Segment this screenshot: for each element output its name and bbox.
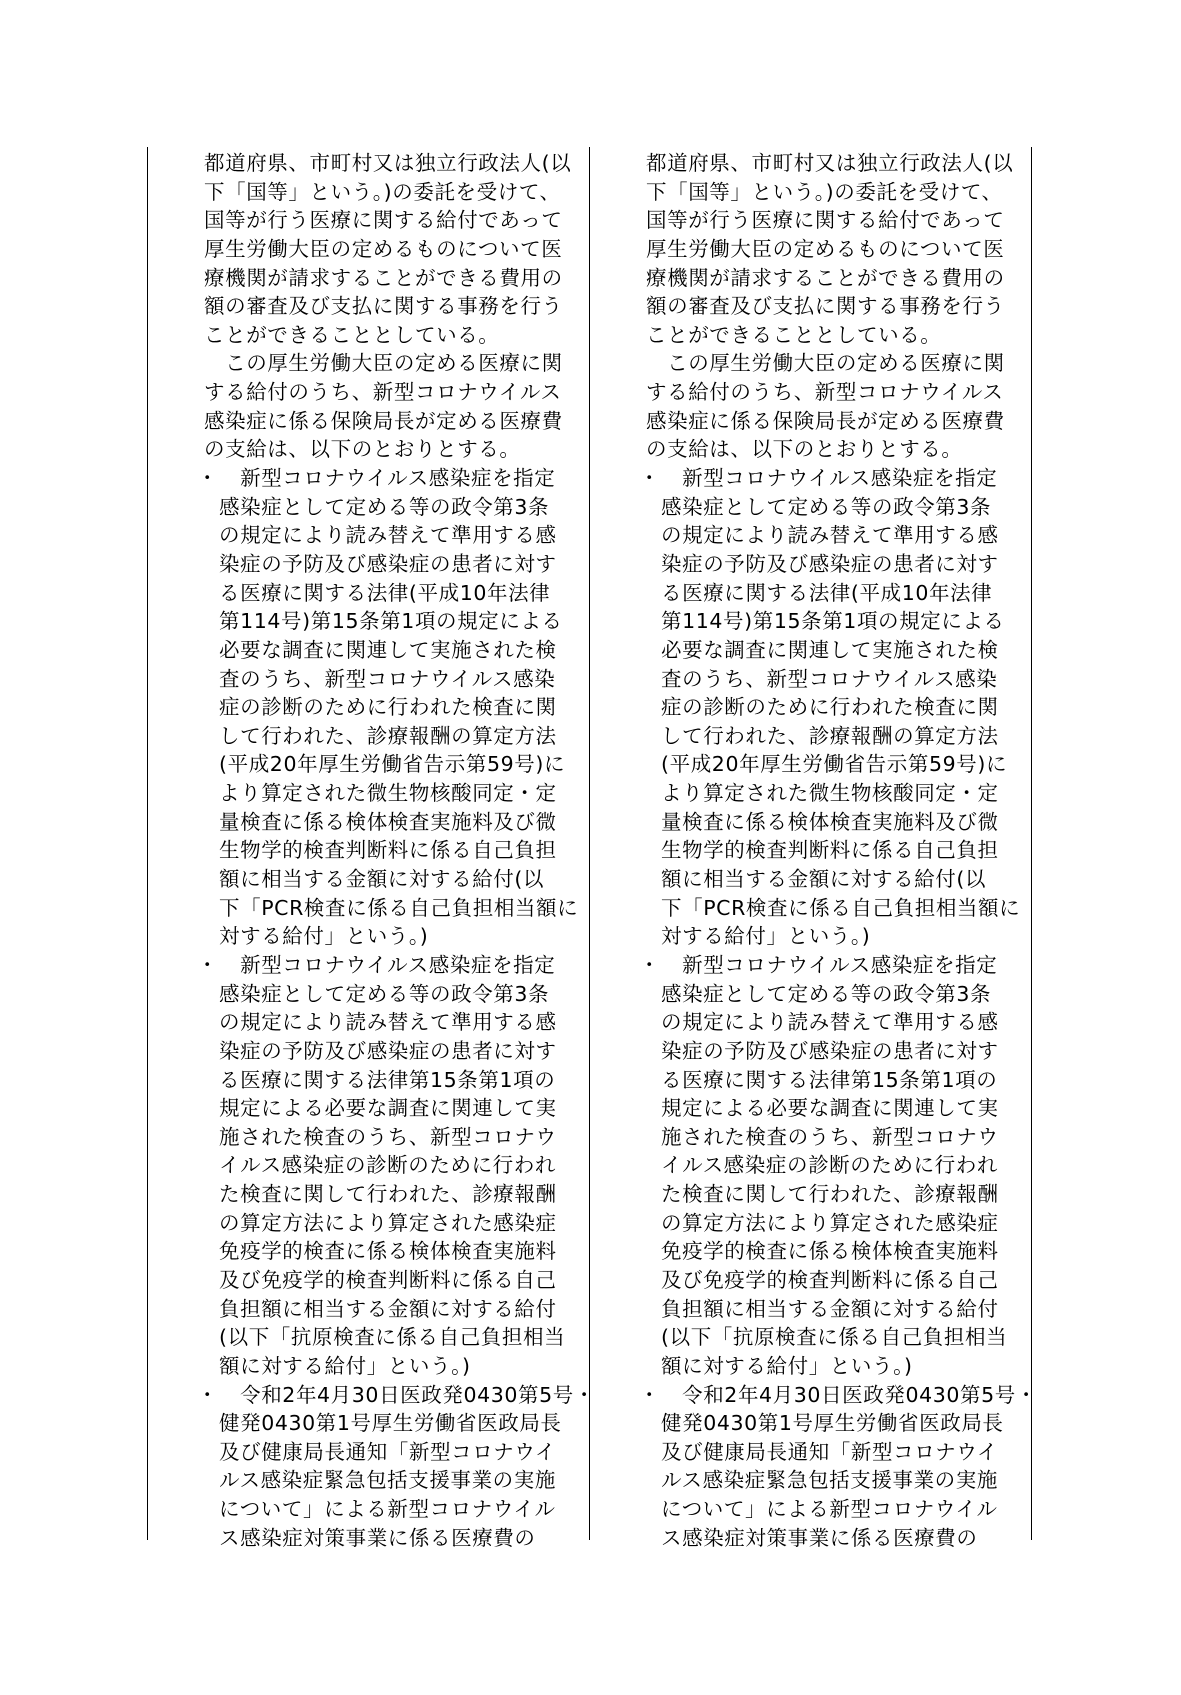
bullet-text-line: 第114号)第15条第1項の規定による — [219, 609, 563, 634]
intro-text-line: 療機関が請求することができる費用の — [646, 265, 1005, 290]
intro-text-line: 厚生労働大臣の定めるものについて医 — [646, 236, 1005, 261]
bullet-text-line: 染症の予防及び感染症の患者に対す — [661, 551, 999, 576]
column-right — [639, 149, 1037, 1552]
bullet-text-line: 感染症として定める等の政令第3条 — [219, 494, 550, 519]
bullet-text-line: 負担額に相当する金額に対する給付 — [661, 1296, 999, 1321]
bullet-text-line: 及び免疫学的検査判断料に係る自己 — [661, 1267, 999, 1292]
bullet-text-line: 負担額に相当する金額に対する給付 — [219, 1296, 557, 1321]
bullet-text-line: 新型コロナウイルス感染症を指定 — [661, 952, 998, 977]
intro-text-line: 国等が行う医療に関する給付であって — [204, 208, 563, 233]
bullet-text-line: 感染症として定める等の政令第3条 — [661, 981, 992, 1006]
bullet-dot-icon: ・ — [197, 466, 219, 491]
bullet-text-line: 額に対する給付」という。) — [661, 1353, 913, 1378]
table-border-right — [1031, 147, 1032, 1540]
bullet-text-line: た検査に関して行われた、診療報酬 — [219, 1182, 557, 1207]
intro-text-line: の支給は、以下のとおりとする。 — [204, 437, 521, 462]
bullet-text-line: より算定された微生物核酸同定・定 — [661, 781, 999, 806]
bullet-text-line: ルス感染症緊急包括支援事業の実施 — [661, 1468, 998, 1493]
bullet-text-line: 第114号)第15条第1項の規定による — [661, 609, 1005, 634]
bullet-text-line: イルス感染症の診断のために行われ — [219, 1153, 556, 1178]
bullet-dot-icon: ・ — [639, 466, 661, 491]
bullet-text-line: 規定による必要な調査に関連して実 — [661, 1096, 999, 1121]
bullet-text-line: 及び健康局長通知「新型コロナウイ — [219, 1439, 556, 1464]
bullet-text-line: 感染症として定める等の政令第3条 — [661, 494, 992, 519]
bullet-text-line: 量検査に係る検体検査実施料及び微 — [661, 809, 999, 834]
intro-text-line: 都道府県、市町村又は独立行政法人(以 — [646, 151, 1014, 175]
bullet-text-line: 施された検査のうち、新型コロナウ — [661, 1124, 999, 1149]
intro-text-line: 感染症に係る保険局長が定める医療費 — [204, 408, 563, 433]
bullet-text-line: 健発0430第1号厚生労働省医政局長 — [219, 1411, 562, 1436]
bullet-text-line: (以下「抗原検査に係る自己負担相当 — [219, 1325, 566, 1350]
bullet-dot-icon: ・ — [639, 1382, 661, 1407]
bullet-text-line: た検査に関して行われた、診療報酬 — [661, 1182, 999, 1207]
bullet-text-line: 新型コロナウイルス感染症を指定 — [219, 466, 556, 491]
bullet-text-line: の規定により読み替えて準用する感 — [219, 1010, 557, 1035]
bullet-text-line: より算定された微生物核酸同定・定 — [219, 781, 557, 806]
bullet-item — [639, 951, 1024, 1381]
bullet-text-line: 免疫学的検査に係る検体検査実施料 — [219, 1239, 557, 1264]
intro-text-line: 都道府県、市町村又は独立行政法人(以 — [204, 151, 572, 175]
bullet-text-line: 額に対する給付」という。) — [219, 1353, 471, 1378]
bullet-text-line: る医療に関する法律(平成10年法律 — [219, 580, 551, 605]
bullet-text-line: 規定による必要な調査に関連して実 — [219, 1096, 557, 1121]
bullet-item — [197, 1381, 595, 1553]
bullet-text-line: 新型コロナウイルス感染症を指定 — [661, 466, 998, 491]
bullet-text-line: る医療に関する法律第15条第1項の — [661, 1067, 998, 1092]
bullet-dot-icon: ・ — [639, 952, 661, 977]
intro-text-line: の支給は、以下のとおりとする。 — [646, 437, 963, 462]
bullet-text-line: 下「PCR検査に係る自己負担相当額に — [219, 895, 579, 920]
bullet-text-line: 対する給付」という。) — [661, 924, 871, 949]
bullet-text-line: ス感染症対策事業に係る医療費の — [219, 1525, 536, 1550]
intro-text-line: 厚生労働大臣の定めるものについて医 — [204, 236, 563, 261]
bullet-text-line: の算定方法により算定された感染症 — [661, 1210, 999, 1235]
bullet-item — [197, 464, 582, 951]
bullet-text-line: 令和2年4月30日医政発0430第5号・ — [661, 1382, 1037, 1407]
bullet-text-line: 必要な調査に関連して実施された検 — [661, 637, 999, 662]
bullet-text-line: 量検査に係る検体検査実施料及び微 — [219, 809, 557, 834]
table-border-middle — [589, 147, 590, 1540]
bullet-text-line: 及び免疫学的検査判断料に係る自己 — [219, 1267, 557, 1292]
bullet-text-line: について」による新型コロナウイル — [661, 1497, 998, 1522]
bullet-text-line: 症の診断のために行われた検査に関 — [219, 695, 557, 720]
table-border-left — [147, 147, 148, 1540]
bullet-text-line: について」による新型コロナウイル — [219, 1497, 556, 1522]
intro-text-line: 療機関が請求することができる費用の — [204, 265, 563, 290]
bullet-text-line: 下「PCR検査に係る自己負担相当額に — [661, 895, 1021, 920]
bullet-text-line: して行われた、診療報酬の算定方法 — [661, 723, 999, 748]
bullet-text-line: 額に相当する金額に対する給付(以 — [661, 867, 987, 892]
bullet-text-line: 施された検査のうち、新型コロナウ — [219, 1124, 557, 1149]
bullet-text-line: して行われた、診療報酬の算定方法 — [219, 723, 557, 748]
bullet-item — [639, 464, 1024, 951]
intro-text-line: 下「国等」という。)の委託を受けて、 — [646, 179, 1003, 204]
bullet-dot-icon: ・ — [197, 952, 219, 977]
intro-text-line: 感染症に係る保険局長が定める医療費 — [646, 408, 1005, 433]
bullet-text-line: の規定により読み替えて準用する感 — [661, 1010, 999, 1035]
bullet-text-line: 感染症として定める等の政令第3条 — [219, 981, 550, 1006]
bullet-text-line: (平成20年厚生労働省告示第59号)に — [661, 752, 1008, 777]
bullet-text-line: の算定方法により算定された感染症 — [219, 1210, 557, 1235]
intro-text-line: ことができることとしている。 — [204, 322, 500, 347]
bullet-text-line: 健発0430第1号厚生労働省医政局長 — [661, 1411, 1004, 1436]
bullet-text-line: の規定により読み替えて準用する感 — [661, 523, 999, 548]
bullet-item — [639, 1381, 1037, 1553]
bullet-text-line: 査のうち、新型コロナウイルス感染 — [219, 666, 556, 691]
bullet-text-line: 免疫学的検査に係る検体検査実施料 — [661, 1239, 999, 1264]
bullet-text-line: 査のうち、新型コロナウイルス感染 — [661, 666, 998, 691]
bullet-text-line: ス感染症対策事業に係る医療費の — [661, 1525, 978, 1550]
intro-text-line: この厚生労働大臣の定める医療に関 — [204, 351, 563, 376]
bullet-text-line: 額に相当する金額に対する給付(以 — [219, 867, 545, 892]
bullet-text-line: る医療に関する法律第15条第1項の — [219, 1067, 556, 1092]
bullet-text-line: る医療に関する法律(平成10年法律 — [661, 580, 993, 605]
bullet-text-line: 生物学的検査判断料に係る自己負担 — [661, 838, 999, 863]
bullet-text-line: (以下「抗原検査に係る自己負担相当 — [661, 1325, 1008, 1350]
bullet-text-line: 染症の予防及び感染症の患者に対す — [219, 551, 557, 576]
intro-text-line: する給付のうち、新型コロナウイルス — [204, 380, 562, 405]
column-left — [197, 149, 595, 1552]
bullet-text-line: 及び健康局長通知「新型コロナウイ — [661, 1439, 998, 1464]
bullet-text-line: ルス感染症緊急包括支援事業の実施 — [219, 1468, 556, 1493]
bullet-text-line: (平成20年厚生労働省告示第59号)に — [219, 752, 566, 777]
intro-text-line: する給付のうち、新型コロナウイルス — [646, 380, 1004, 405]
bullet-text-line: 必要な調査に関連して実施された検 — [219, 637, 557, 662]
intro-text-line: 下「国等」という。)の委託を受けて、 — [204, 179, 561, 204]
intro-text-line: 額の審査及び支払に関する事務を行う — [646, 294, 1005, 319]
intro-text-line: この厚生労働大臣の定める医療に関 — [646, 351, 1005, 376]
intro-text-line: 国等が行う医療に関する給付であって — [646, 208, 1005, 233]
bullet-text-line: イルス感染症の診断のために行われ — [661, 1153, 998, 1178]
bullet-text-line: 染症の予防及び感染症の患者に対す — [661, 1038, 999, 1063]
bullet-item — [197, 951, 582, 1381]
bullet-text-line: 生物学的検査判断料に係る自己負担 — [219, 838, 557, 863]
bullet-dot-icon: ・ — [197, 1382, 219, 1407]
intro-text-line: 額の審査及び支払に関する事務を行う — [204, 294, 563, 319]
bullet-text-line: の規定により読み替えて準用する感 — [219, 523, 557, 548]
bullet-text-line: 新型コロナウイルス感染症を指定 — [219, 952, 556, 977]
intro-text-line: ことができることとしている。 — [646, 322, 942, 347]
bullet-text-line: 症の診断のために行われた検査に関 — [661, 695, 999, 720]
bullet-text-line: 令和2年4月30日医政発0430第5号・ — [219, 1382, 595, 1407]
bullet-text-line: 対する給付」という。) — [219, 924, 429, 949]
bullet-text-line: 染症の予防及び感染症の患者に対す — [219, 1038, 557, 1063]
